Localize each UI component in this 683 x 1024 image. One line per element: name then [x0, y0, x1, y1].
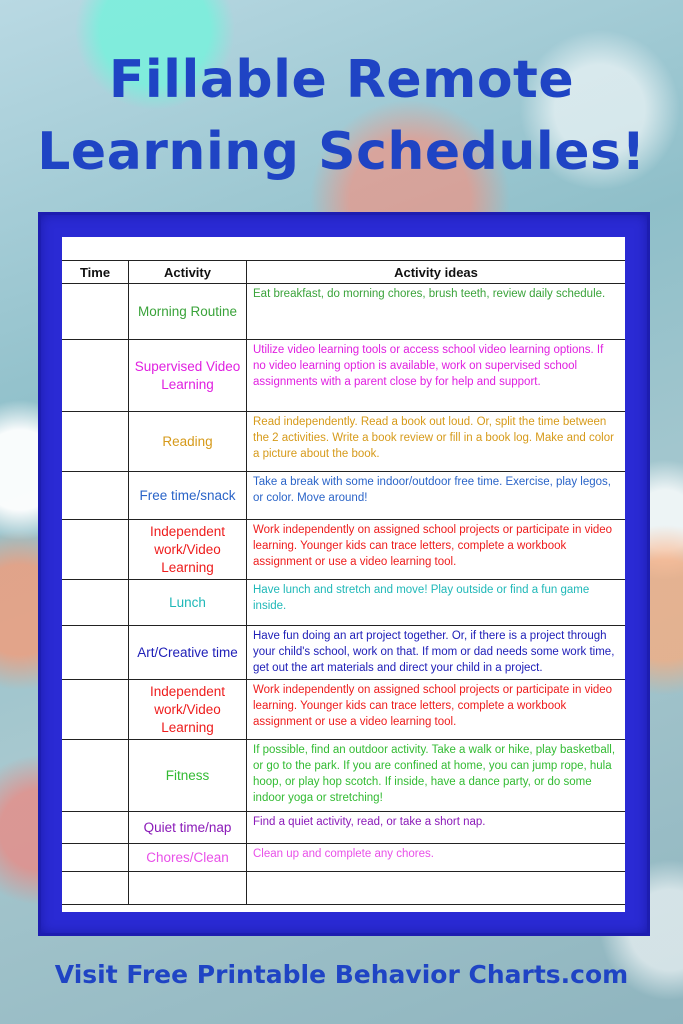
schedule-frame	[38, 212, 650, 936]
time-field[interactable]	[62, 284, 129, 340]
activity-ideas: Find a quiet activity, read, or take a short nap.	[247, 812, 626, 844]
page-title	[0, 44, 683, 188]
activity-name: Chores/Clean	[129, 844, 247, 872]
footer-link[interactable]: Visit Free Printable Behavior Charts.com	[54, 960, 629, 989]
time-field[interactable]	[62, 520, 129, 580]
activity-name: Lunch	[129, 580, 247, 626]
time-field[interactable]	[62, 580, 129, 626]
blank-row	[62, 872, 625, 905]
table-row	[62, 626, 625, 680]
schedule-sheet	[62, 237, 625, 912]
activity-field[interactable]	[129, 872, 247, 905]
time-field[interactable]	[62, 680, 129, 740]
activity-ideas: Have fun doing an art project together. Or, if there is a project through your child's school, work on that. If mom or dad needs some work time, get out the art materials and direct your child in a project.	[247, 626, 626, 680]
time-field[interactable]	[62, 626, 129, 680]
activity-name: Independent work/Video Learning	[129, 520, 247, 580]
activity-ideas: Read independently. Read a book out loud. Or, split the time between the 2 activities. Write a book review or fill in a book log. Make and color a picture about the book.	[247, 412, 626, 472]
header-activity: Activity	[129, 261, 247, 284]
time-field[interactable]	[62, 844, 129, 872]
activity-ideas: Clean up and complete any chores.	[247, 844, 626, 872]
activity-ideas: Work independently on assigned school projects or participate in video learning. Younger kids can trace letters, complete a workbook assignment or use a video learning tool.	[247, 520, 626, 580]
table-row	[62, 680, 625, 740]
title-line-1: Fillable Remote	[108, 50, 575, 110]
activity-name: Art/Creative time	[129, 626, 247, 680]
activity-name: Reading	[129, 412, 247, 472]
activity-ideas: Work independently on assigned school projects or participate in video learning. Younger kids can trace letters, complete a workbook assignment or use a video learning tool.	[247, 680, 626, 740]
header-time: Time	[62, 261, 129, 284]
activity-ideas: Have lunch and stretch and move! Play outside or find a fun game inside.	[247, 580, 626, 626]
activity-name: Free time/snack	[129, 472, 247, 520]
table-row	[62, 340, 625, 412]
schedule-table	[62, 260, 625, 905]
table-row	[62, 520, 625, 580]
title-line-2: Learning Schedules!	[37, 122, 646, 182]
header-row	[62, 261, 625, 284]
time-field[interactable]	[62, 740, 129, 812]
table-row	[62, 284, 625, 340]
activity-name: Fitness	[129, 740, 247, 812]
activity-ideas: Eat breakfast, do morning chores, brush teeth, review daily schedule.	[247, 284, 626, 340]
time-field[interactable]	[62, 472, 129, 520]
header-activity-ideas: Activity ideas	[247, 261, 626, 284]
time-field[interactable]	[62, 812, 129, 844]
time-field[interactable]	[62, 340, 129, 412]
activity-name: Supervised Video Learning	[129, 340, 247, 412]
activity-ideas: Take a break with some indoor/outdoor free time. Exercise, play legos, or color. Move around!	[247, 472, 626, 520]
activity-ideas: If possible, find an outdoor activity. Take a walk or hike, play basketball, or go to the park. If you are confined at home, you can jump rope, hula hoop, or play hop scotch. If inside, have a dance party, or do some indoor yoga or stretching!	[247, 740, 626, 812]
table-row	[62, 580, 625, 626]
table-row	[62, 812, 625, 844]
table-row	[62, 844, 625, 872]
activity-name: Independent work/Video Learning	[129, 680, 247, 740]
table-row	[62, 740, 625, 812]
table-row	[62, 412, 625, 472]
activity-name: Quiet time/nap	[129, 812, 247, 844]
time-field[interactable]	[62, 872, 129, 905]
activity-ideas: Utilize video learning tools or access school video learning options. If no video learning option is available, work on supervised school assignments with a parent close by for help and support.	[247, 340, 626, 412]
table-row	[62, 472, 625, 520]
activity-ideas-field[interactable]	[247, 872, 626, 905]
activity-name: Morning Routine	[129, 284, 247, 340]
time-field[interactable]	[62, 412, 129, 472]
